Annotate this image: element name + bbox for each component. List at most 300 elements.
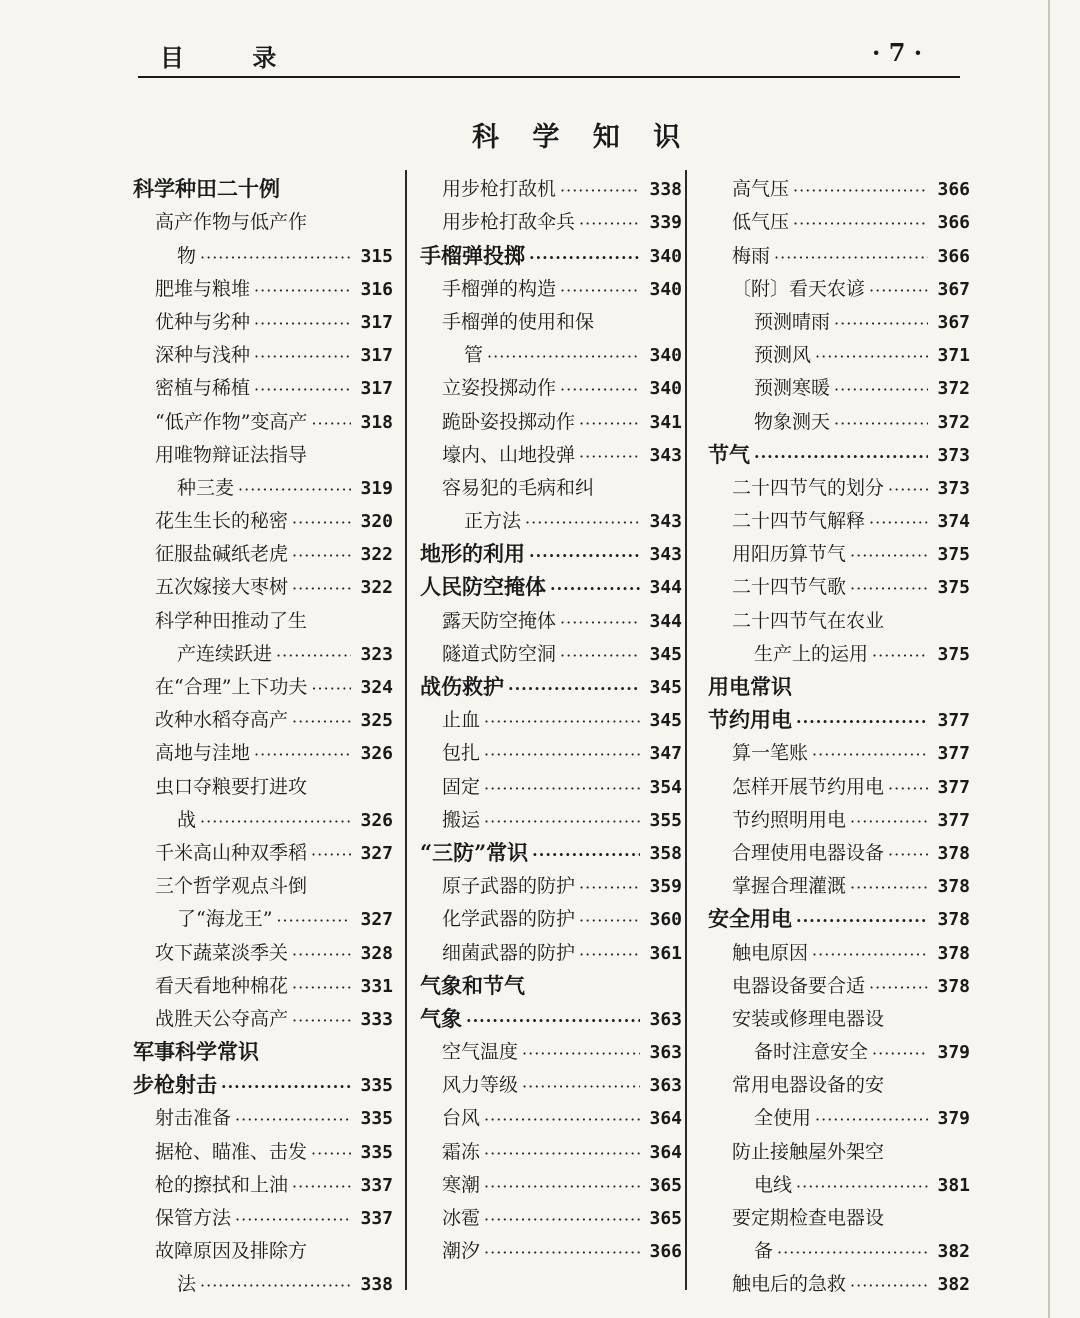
toc-entry <box>708 365 970 398</box>
toc-entry-title: 防止接触屋外架空 <box>732 1140 885 1163</box>
dot-leader <box>522 1079 640 1095</box>
toc-entry <box>708 1062 970 1095</box>
dot-leader <box>484 1146 640 1162</box>
toc-heading <box>708 896 970 932</box>
toc-entry-title: 预测晴雨 <box>754 310 831 333</box>
dot-leader <box>484 814 640 830</box>
toc-entry <box>420 1228 682 1261</box>
toc-entry <box>708 398 970 431</box>
toc-entry <box>708 199 970 232</box>
toc-entry <box>420 199 682 232</box>
toc-page-number: 338 <box>360 1274 393 1296</box>
header-rule <box>138 76 960 78</box>
dot-leader <box>508 681 640 697</box>
toc-entry <box>133 432 393 465</box>
toc-page-number: 337 <box>360 1208 393 1229</box>
toc-entry <box>420 299 682 332</box>
toc-entry-title: 合理使用电器设备 <box>732 841 885 864</box>
running-header-title: 目 录 <box>160 43 307 72</box>
toc-page-number: 344 <box>649 577 682 599</box>
toc-entry-title: 步枪射击 <box>133 1072 217 1098</box>
toc-page-number: 344 <box>649 610 682 632</box>
toc-entry <box>420 631 682 664</box>
toc-entry-title: 掌握合理灌溉 <box>732 875 847 898</box>
toc-entry <box>420 1195 682 1228</box>
toc-entry-title: 二十四节气解释 <box>732 510 866 533</box>
toc-page-number: 335 <box>360 1141 393 1163</box>
toc-page-number: 341 <box>649 411 682 433</box>
toc-entry <box>133 365 393 398</box>
toc-entry <box>133 531 393 564</box>
dot-leader <box>200 1278 351 1294</box>
toc-page-number: 340 <box>649 378 682 400</box>
toc-entry-title: 安全用电 <box>708 906 792 932</box>
toc-entry-title: 攻下蔬菜淡季关 <box>155 941 289 964</box>
toc-entry-title: 风力等级 <box>442 1074 519 1097</box>
dot-leader <box>238 482 351 498</box>
toc-entry <box>420 432 682 465</box>
toc-entry <box>133 996 393 1029</box>
toc-entry-title: 预测寒暖 <box>754 377 831 400</box>
toc-entry-title: 军事科学常识 <box>133 1039 259 1065</box>
toc-page-number: 347 <box>649 743 682 765</box>
toc-page-number: 379 <box>937 1108 970 1130</box>
toc-entry-title: “三防”常识 <box>420 839 529 865</box>
toc-page-number: 375 <box>937 544 970 566</box>
toc-entry-title: 二十四节气的划分 <box>732 476 885 499</box>
toc-entry-title: 管 <box>464 344 484 367</box>
toc-heading <box>420 664 682 697</box>
toc-entry-title: 手榴弹投掷 <box>420 242 525 268</box>
toc-page-number: 354 <box>649 776 682 798</box>
toc-entry-title: 要定期检查电器设 <box>732 1207 885 1229</box>
toc-entry <box>420 398 682 431</box>
toc-entry-title: 冰雹 <box>442 1207 481 1229</box>
dot-leader <box>834 382 928 398</box>
toc-page-number: 323 <box>360 643 393 665</box>
dot-leader <box>777 1245 928 1261</box>
dot-leader <box>292 714 351 730</box>
toc-page-number: 361 <box>649 942 682 964</box>
toc-entry <box>420 896 682 929</box>
toc-page-number: 339 <box>649 212 682 234</box>
toc-entry-title: 隧道式防空洞 <box>442 642 557 665</box>
toc-entry-title: 台风 <box>442 1107 481 1130</box>
toc-entry <box>708 266 970 299</box>
toc-page-number: 379 <box>937 1042 970 1064</box>
toc-entry <box>133 1261 393 1294</box>
toc-page-number: 327 <box>360 909 393 931</box>
toc-entry-title: 原子武器的防护 <box>442 875 576 898</box>
toc-entry-title: 搬运 <box>442 808 481 831</box>
toc-page-number: 343 <box>649 444 682 466</box>
toc-page-number: 331 <box>360 975 393 997</box>
toc-entry <box>708 1029 970 1062</box>
toc-entry <box>133 199 393 232</box>
dot-leader <box>529 250 640 266</box>
toc-page-number: 381 <box>937 1174 970 1196</box>
dot-leader <box>888 847 928 863</box>
dot-leader <box>774 250 928 266</box>
toc-entry <box>133 299 393 332</box>
toc-entry-title: 〔附〕看天农谚 <box>732 277 866 300</box>
toc-entry <box>133 1128 393 1161</box>
toc-page-number: 360 <box>649 909 682 931</box>
dot-leader <box>484 1179 640 1195</box>
toc-entry <box>420 697 682 730</box>
toc-column-3 <box>708 166 970 1294</box>
toc-entry-title: 容易犯的毛病和纠 <box>442 476 595 499</box>
toc-entry-title: 预测风 <box>754 344 812 367</box>
toc-page-number: 333 <box>360 1008 393 1030</box>
toc-entry-title: 用唯物辩证法指导 <box>155 443 308 466</box>
toc-column-1 <box>133 166 393 1294</box>
toc-entry <box>708 1128 970 1161</box>
toc-page-number: 324 <box>360 677 393 698</box>
toc-page-number: 345 <box>649 710 682 732</box>
dot-leader <box>560 648 640 664</box>
toc-heading <box>133 166 393 202</box>
toc-entry <box>133 863 393 896</box>
toc-entry <box>708 963 970 996</box>
toc-entry-title: 包扎 <box>442 742 481 765</box>
dot-leader <box>311 847 351 863</box>
toc-entry-title: 物象测天 <box>754 410 831 433</box>
toc-entry-title: 优种与劣种 <box>155 310 251 333</box>
dot-leader <box>888 781 928 797</box>
toc-entry-title: 物 <box>177 244 197 267</box>
toc-entry <box>420 763 682 796</box>
toc-page-number: 363 <box>649 1008 682 1030</box>
toc-entry <box>420 1062 682 1095</box>
toc-entry <box>133 929 393 962</box>
toc-entry-title: 电线 <box>754 1173 793 1196</box>
dot-leader <box>560 615 640 631</box>
toc-entry-title: 花生生长的秘密 <box>155 510 289 533</box>
toc-page-number: 343 <box>649 544 682 566</box>
toc-page-number: 378 <box>937 842 970 864</box>
toc-page-number: 317 <box>360 345 393 367</box>
toc-page-number: 367 <box>937 278 970 300</box>
toc-entry-title: 枪的擦拭和上油 <box>155 1173 289 1196</box>
toc-entry-title: 止血 <box>442 709 481 732</box>
toc-entry-title: 跪卧姿投掷动作 <box>442 410 576 433</box>
toc-page-number: 377 <box>937 743 970 765</box>
toc-entry-title: 高气压 <box>732 178 790 201</box>
toc-page-number: 365 <box>649 1208 682 1229</box>
toc-entry <box>133 232 393 265</box>
dot-leader <box>484 747 640 763</box>
toc-heading <box>708 664 970 697</box>
toc-entry-title: 手榴弹的构造 <box>442 277 557 300</box>
toc-heading <box>420 531 682 567</box>
toc-page-number: 367 <box>937 311 970 333</box>
dot-leader <box>254 283 351 299</box>
toc-entry-title: 化学武器的防护 <box>442 908 576 931</box>
dot-leader <box>311 416 351 432</box>
dot-leader <box>529 548 640 564</box>
toc-entry <box>420 365 682 398</box>
toc-entry <box>133 1095 393 1128</box>
toc-entry <box>708 465 970 498</box>
toc-page-number: 375 <box>937 577 970 599</box>
toc-entry-title: 在“合理”上下功夫 <box>155 676 308 698</box>
toc-entry-title: 法 <box>177 1273 197 1296</box>
toc-entry-title: 保管方法 <box>155 1207 232 1229</box>
toc-entry-title: 气象 <box>420 1005 462 1031</box>
toc-page-number: 382 <box>937 1241 970 1263</box>
toc-page-number: 322 <box>360 544 393 566</box>
toc-entry <box>420 797 682 830</box>
dot-leader <box>276 913 351 929</box>
dot-leader <box>872 1046 928 1062</box>
toc-entry-title: 细菌武器的防护 <box>442 941 576 964</box>
dot-leader <box>796 714 928 730</box>
toc-entry-title: 手榴弹的使用和保 <box>442 310 595 333</box>
toc-entry-title: 壕内、山地投弹 <box>442 443 576 466</box>
toc-page-number: 363 <box>649 1042 682 1064</box>
dot-leader <box>812 947 928 963</box>
dot-leader <box>487 349 640 365</box>
toc-page-number: 335 <box>360 1075 393 1097</box>
toc-entry-title: 怎样开展节约用电 <box>732 775 885 798</box>
toc-entry-title: 备时注意安全 <box>754 1041 869 1064</box>
toc-entry <box>133 398 393 431</box>
toc-heading <box>708 697 970 733</box>
dot-leader <box>560 283 640 299</box>
toc-entry <box>133 1195 393 1228</box>
toc-entry-title: 节约照明用电 <box>732 808 847 831</box>
toc-entry-title: 射击准备 <box>155 1107 232 1130</box>
toc-entry <box>708 730 970 763</box>
toc-entry-title: 三个哲学观点斗倒 <box>155 875 308 898</box>
dot-leader <box>579 449 640 465</box>
dot-leader <box>815 349 928 365</box>
toc-page-number: 377 <box>937 710 970 732</box>
toc-entry <box>708 332 970 365</box>
dot-leader <box>869 980 928 996</box>
toc-entry-title: 潮汐 <box>442 1240 481 1263</box>
toc-entry-title: 露天防空掩体 <box>442 609 557 632</box>
toc-page-number: 326 <box>360 809 393 831</box>
toc-page-number: 328 <box>360 942 393 964</box>
toc-page-number: 366 <box>937 212 970 234</box>
toc-entry <box>708 797 970 830</box>
toc-entry <box>420 166 682 199</box>
dot-leader <box>793 183 928 199</box>
dot-leader <box>850 814 928 830</box>
toc-entry <box>133 465 393 498</box>
dot-leader <box>292 980 351 996</box>
toc-entry <box>420 863 682 896</box>
toc-page-number: 372 <box>937 411 970 433</box>
toc-page-number: 378 <box>937 942 970 964</box>
toc-page-number: 378 <box>937 975 970 997</box>
toc-entry <box>708 929 970 962</box>
dot-leader <box>292 1013 351 1029</box>
toc-page-number: 345 <box>649 643 682 665</box>
toc-entry-title: 用电常识 <box>708 674 792 699</box>
toc-entry <box>708 830 970 863</box>
toc-page-number: 373 <box>937 477 970 499</box>
dot-leader <box>579 913 640 929</box>
dot-leader <box>579 416 640 432</box>
toc-page-number: 371 <box>937 345 970 367</box>
toc-page-number: 322 <box>360 577 393 599</box>
toc-entry-title: “低产作物”变高产 <box>155 410 308 433</box>
dot-leader <box>834 416 928 432</box>
toc-entry <box>133 797 393 830</box>
toc-entry-title: 用阳历算节气 <box>732 543 847 566</box>
toc-page-number: 325 <box>360 710 393 732</box>
toc-entry-title: 种三麦 <box>177 476 235 499</box>
dot-leader <box>850 1278 928 1294</box>
toc-entry-title: 固定 <box>442 775 481 798</box>
toc-entry <box>420 1128 682 1161</box>
toc-entry-title: 科学种田二十例 <box>133 176 280 202</box>
toc-entry <box>420 498 682 531</box>
toc-entry-title: 地形的利用 <box>420 541 525 567</box>
dot-leader <box>484 1112 640 1128</box>
toc-entry-title: 节约用电 <box>708 707 792 733</box>
toc-page-number: 365 <box>649 1174 682 1196</box>
dot-leader <box>872 648 928 664</box>
toc-entry <box>708 1261 970 1294</box>
toc-entry-title: 梅雨 <box>732 244 771 267</box>
toc-page-number: 343 <box>649 511 682 533</box>
toc-page-number: 378 <box>937 909 970 931</box>
toc-entry-title: 科学种田推动了生 <box>155 609 308 632</box>
dot-leader <box>812 747 928 763</box>
dot-leader <box>292 581 351 597</box>
toc-page-number: 318 <box>360 411 393 433</box>
toc-entry <box>708 631 970 664</box>
page-number: · 7 · <box>872 38 923 67</box>
toc-entry-title: 战胜天公夺高产 <box>155 1007 289 1030</box>
toc-entry <box>133 498 393 531</box>
column-divider <box>685 170 687 1290</box>
toc-entry-title: 二十四节气在农业 <box>732 609 885 632</box>
toc-page-number: 358 <box>649 842 682 864</box>
dot-leader <box>793 216 928 232</box>
dot-leader <box>869 283 928 299</box>
dot-leader <box>292 1179 351 1195</box>
toc-heading <box>420 232 682 268</box>
toc-entry <box>133 564 393 597</box>
toc-entry <box>420 597 682 630</box>
dot-leader <box>560 183 640 199</box>
dot-leader <box>276 648 351 664</box>
dot-leader <box>525 515 640 531</box>
dot-leader <box>311 1146 351 1162</box>
toc-entry-title: 触电后的急救 <box>732 1273 847 1296</box>
dot-leader <box>235 1212 351 1228</box>
toc-entry <box>420 1029 682 1062</box>
toc-column-2 <box>420 166 682 1261</box>
toc-page-number: 366 <box>937 179 970 201</box>
toc-entry-title: 千米高山种双季稻 <box>155 841 308 864</box>
toc-entry-title: 改种水稻夺高产 <box>155 709 289 732</box>
toc-entry <box>133 266 393 299</box>
toc-entry-title: 战伤救护 <box>420 674 504 699</box>
section-title: 科 学 知 识 <box>472 122 693 153</box>
dot-leader <box>484 1212 640 1228</box>
toc-entry <box>133 697 393 730</box>
toc-entry-title: 算一笔账 <box>732 742 809 765</box>
dot-leader <box>550 581 640 597</box>
toc-page-number: 337 <box>360 1174 393 1196</box>
toc-page-number: 364 <box>649 1108 682 1130</box>
toc-entry <box>420 465 682 498</box>
toc-entry-title: 正方法 <box>464 510 522 533</box>
dot-leader <box>484 1245 640 1261</box>
toc-heading <box>420 564 682 600</box>
toc-entry-title: 霜冻 <box>442 1140 481 1163</box>
toc-entry <box>133 1228 393 1261</box>
toc-page-number: 355 <box>649 809 682 831</box>
toc-entry <box>708 597 970 630</box>
toc-entry-title: 用步枪打敌伞兵 <box>442 211 576 234</box>
toc-heading <box>708 432 970 465</box>
toc-entry <box>133 896 393 929</box>
toc-page-number: 316 <box>360 278 393 300</box>
toc-entry <box>133 763 393 796</box>
toc-entry-title: 备 <box>754 1240 774 1263</box>
dot-leader <box>254 747 351 763</box>
toc-entry-title: 肥堆与粮堆 <box>155 277 251 300</box>
toc-heading <box>420 830 682 863</box>
dot-leader <box>815 1112 928 1128</box>
toc-heading <box>133 1029 393 1065</box>
toc-entry <box>708 498 970 531</box>
toc-page-number: 315 <box>360 245 393 267</box>
toc-entry-title: 安装或修理电器设 <box>732 1007 885 1030</box>
dot-leader <box>869 515 928 531</box>
toc-entry-title: 高地与洼地 <box>155 742 251 765</box>
toc-page-number: 373 <box>937 444 970 466</box>
dot-leader <box>560 382 640 398</box>
toc-page-number: 320 <box>360 511 393 533</box>
dot-leader <box>579 947 640 963</box>
toc-entry <box>708 1195 970 1228</box>
toc-entry-title: 战 <box>177 808 197 831</box>
toc-page-number: 317 <box>360 378 393 400</box>
toc-entry <box>420 332 682 365</box>
dot-leader <box>200 250 351 266</box>
toc-page-number: 378 <box>937 876 970 898</box>
toc-page-number: 375 <box>937 643 970 665</box>
toc-page-number: 319 <box>360 477 393 499</box>
toc-entry <box>133 963 393 996</box>
dot-leader <box>579 216 640 232</box>
dot-leader <box>484 714 640 730</box>
column-divider <box>405 170 407 1290</box>
toc-page-number: 382 <box>937 1274 970 1296</box>
dot-leader <box>579 880 640 896</box>
toc-page-number: 377 <box>937 809 970 831</box>
toc-entry-title: 全使用 <box>754 1107 812 1130</box>
toc-entry <box>133 664 393 697</box>
toc-entry-title: 征服盐碱纸老虎 <box>155 543 289 566</box>
toc-entry-title: 寒潮 <box>442 1173 481 1196</box>
toc-entry-title: 密植与稀植 <box>155 377 251 400</box>
toc-entry-title: 五次嫁接大枣树 <box>155 576 289 599</box>
toc-entry <box>133 631 393 664</box>
toc-entry-title: 电器设备要合适 <box>732 974 866 997</box>
toc-entry <box>420 730 682 763</box>
toc-page-number: 366 <box>937 245 970 267</box>
toc-entry <box>708 863 970 896</box>
